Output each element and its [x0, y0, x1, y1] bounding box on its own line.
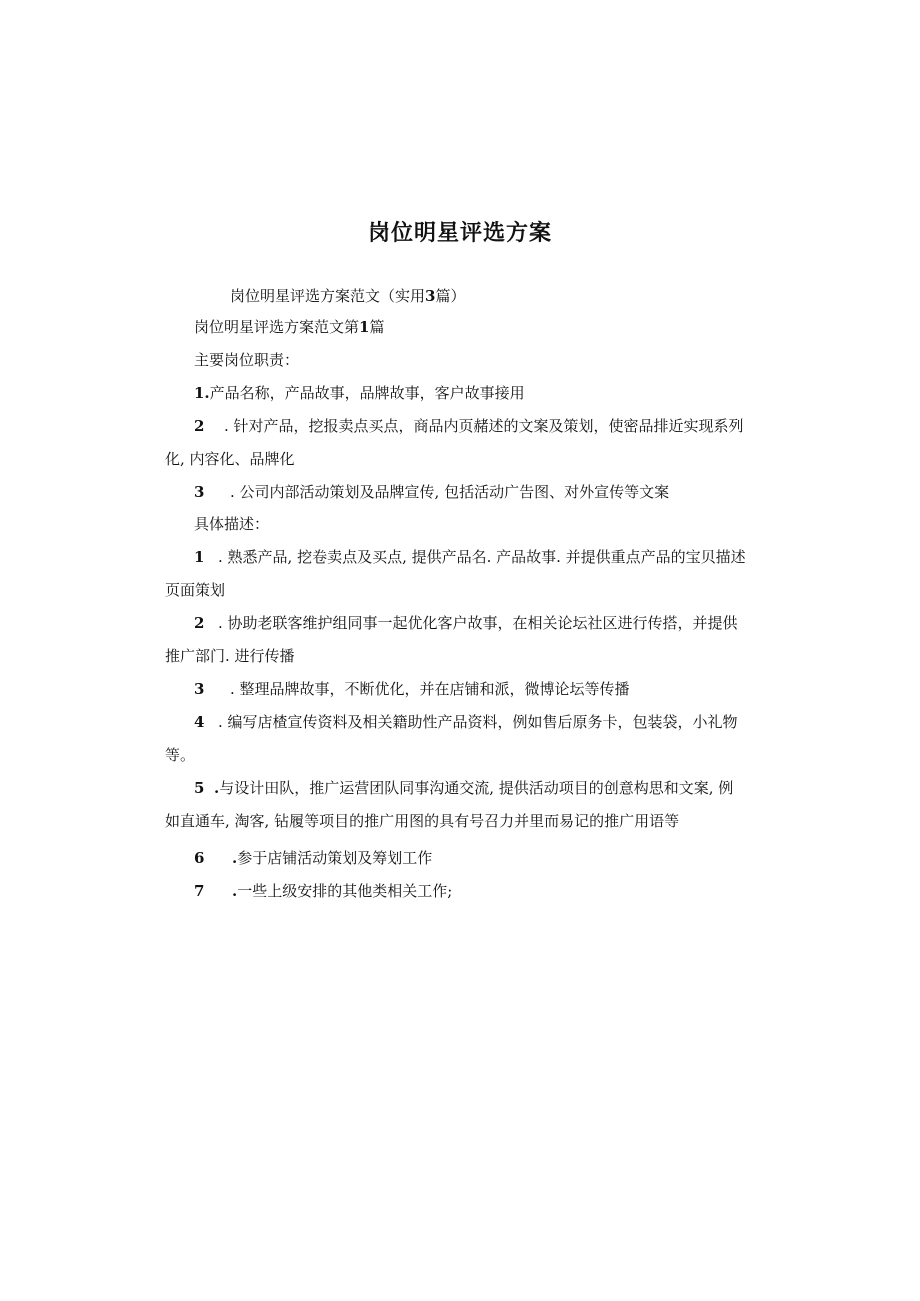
detail-text: . 熟悉产品, 挖卷卖点及买点, 提供产品名. 产品故事. 并提供重点产品的宝贝描述: [218, 548, 746, 566]
detail-item: [194, 778, 733, 798]
document-title: 岗位明星评选方案: [367, 221, 552, 246]
chapter-end: 篇: [369, 318, 385, 336]
detail-continuation: 如直通车, 淘客, 钻履等项目的推广用图的具有号召力并里而易记的推广用语等: [165, 812, 680, 830]
detail-number: 2: [194, 614, 205, 632]
detail-text: 一些上级安排的其他类相关工作;: [237, 882, 453, 900]
duty-item: [194, 416, 744, 436]
subtitle-end: 篇）: [435, 287, 466, 305]
detail-number: 4: [194, 713, 205, 731]
detail-text: . 协助老联客维护组同事一起优化客户故事，在相关论坛社区进行传搭，并提供: [218, 614, 738, 632]
detail-continuation: 等。: [165, 746, 196, 764]
subtitle-count: 3: [425, 287, 436, 305]
duty-number: 2: [194, 417, 205, 435]
detail-item: [194, 547, 746, 567]
detail-item: [194, 679, 630, 699]
duty-number: 3: [194, 483, 205, 501]
subtitle: [230, 286, 465, 306]
duty-item: [194, 383, 525, 403]
detail-item: [194, 848, 432, 868]
detail-text: 与设计田队，推广运营团队同事沟通交流, 提供活动项目的创意构思和文案, 例: [219, 779, 734, 797]
detail-text: . 编写店楂宣传资料及相关籍助性产品资料，例如售后原务卡，包装袋，小礼物: [218, 713, 738, 731]
detail-text: 参于店铺活动策划及筹划工作: [237, 849, 433, 867]
detail-continuation: 页面策划: [165, 581, 226, 599]
duty-text: . 针对产品，挖报卖点买点，商品内页赭述的文案及策划，使密品排近实现系列: [224, 417, 744, 435]
detail-number-dot: .: [232, 882, 238, 900]
duty-text: . 公司内部活动策划及品牌宣传, 包括活动广告图、对外宣传等文案: [230, 483, 670, 501]
detail-number: 7: [194, 882, 205, 900]
detail-number: 1: [194, 548, 205, 566]
detail-item: [194, 881, 452, 901]
duty-number: 1.: [194, 384, 210, 402]
detail-number-dot: .: [214, 779, 220, 797]
duties-heading: 主要岗位职责：: [194, 351, 300, 369]
detail-number: 6: [194, 849, 205, 867]
duty-continuation: 化, 内容化、品牌化: [165, 450, 295, 468]
detail-item: [194, 613, 738, 633]
detail-number-dot: .: [232, 849, 238, 867]
subtitle-text: 岗位明星评选方案范文（实用: [230, 287, 426, 305]
details-heading: 具体描述：: [194, 515, 270, 533]
detail-number: 5: [194, 779, 205, 797]
chapter-number: 1: [359, 318, 370, 336]
duty-item: [194, 482, 669, 502]
detail-continuation: 推广部门. 进行传播: [165, 647, 295, 665]
detail-number: 3: [194, 680, 205, 698]
chapter-heading: [194, 317, 384, 337]
chapter-text: 岗位明星评选方案范文第: [194, 318, 360, 336]
duty-text: 产品名称，产品故事，品牌故事，客户故事接用: [209, 384, 525, 402]
detail-text: . 整理品牌故事，不断优化，并在店铺和派，微博论坛等传播: [230, 680, 630, 698]
detail-item: [194, 712, 738, 732]
